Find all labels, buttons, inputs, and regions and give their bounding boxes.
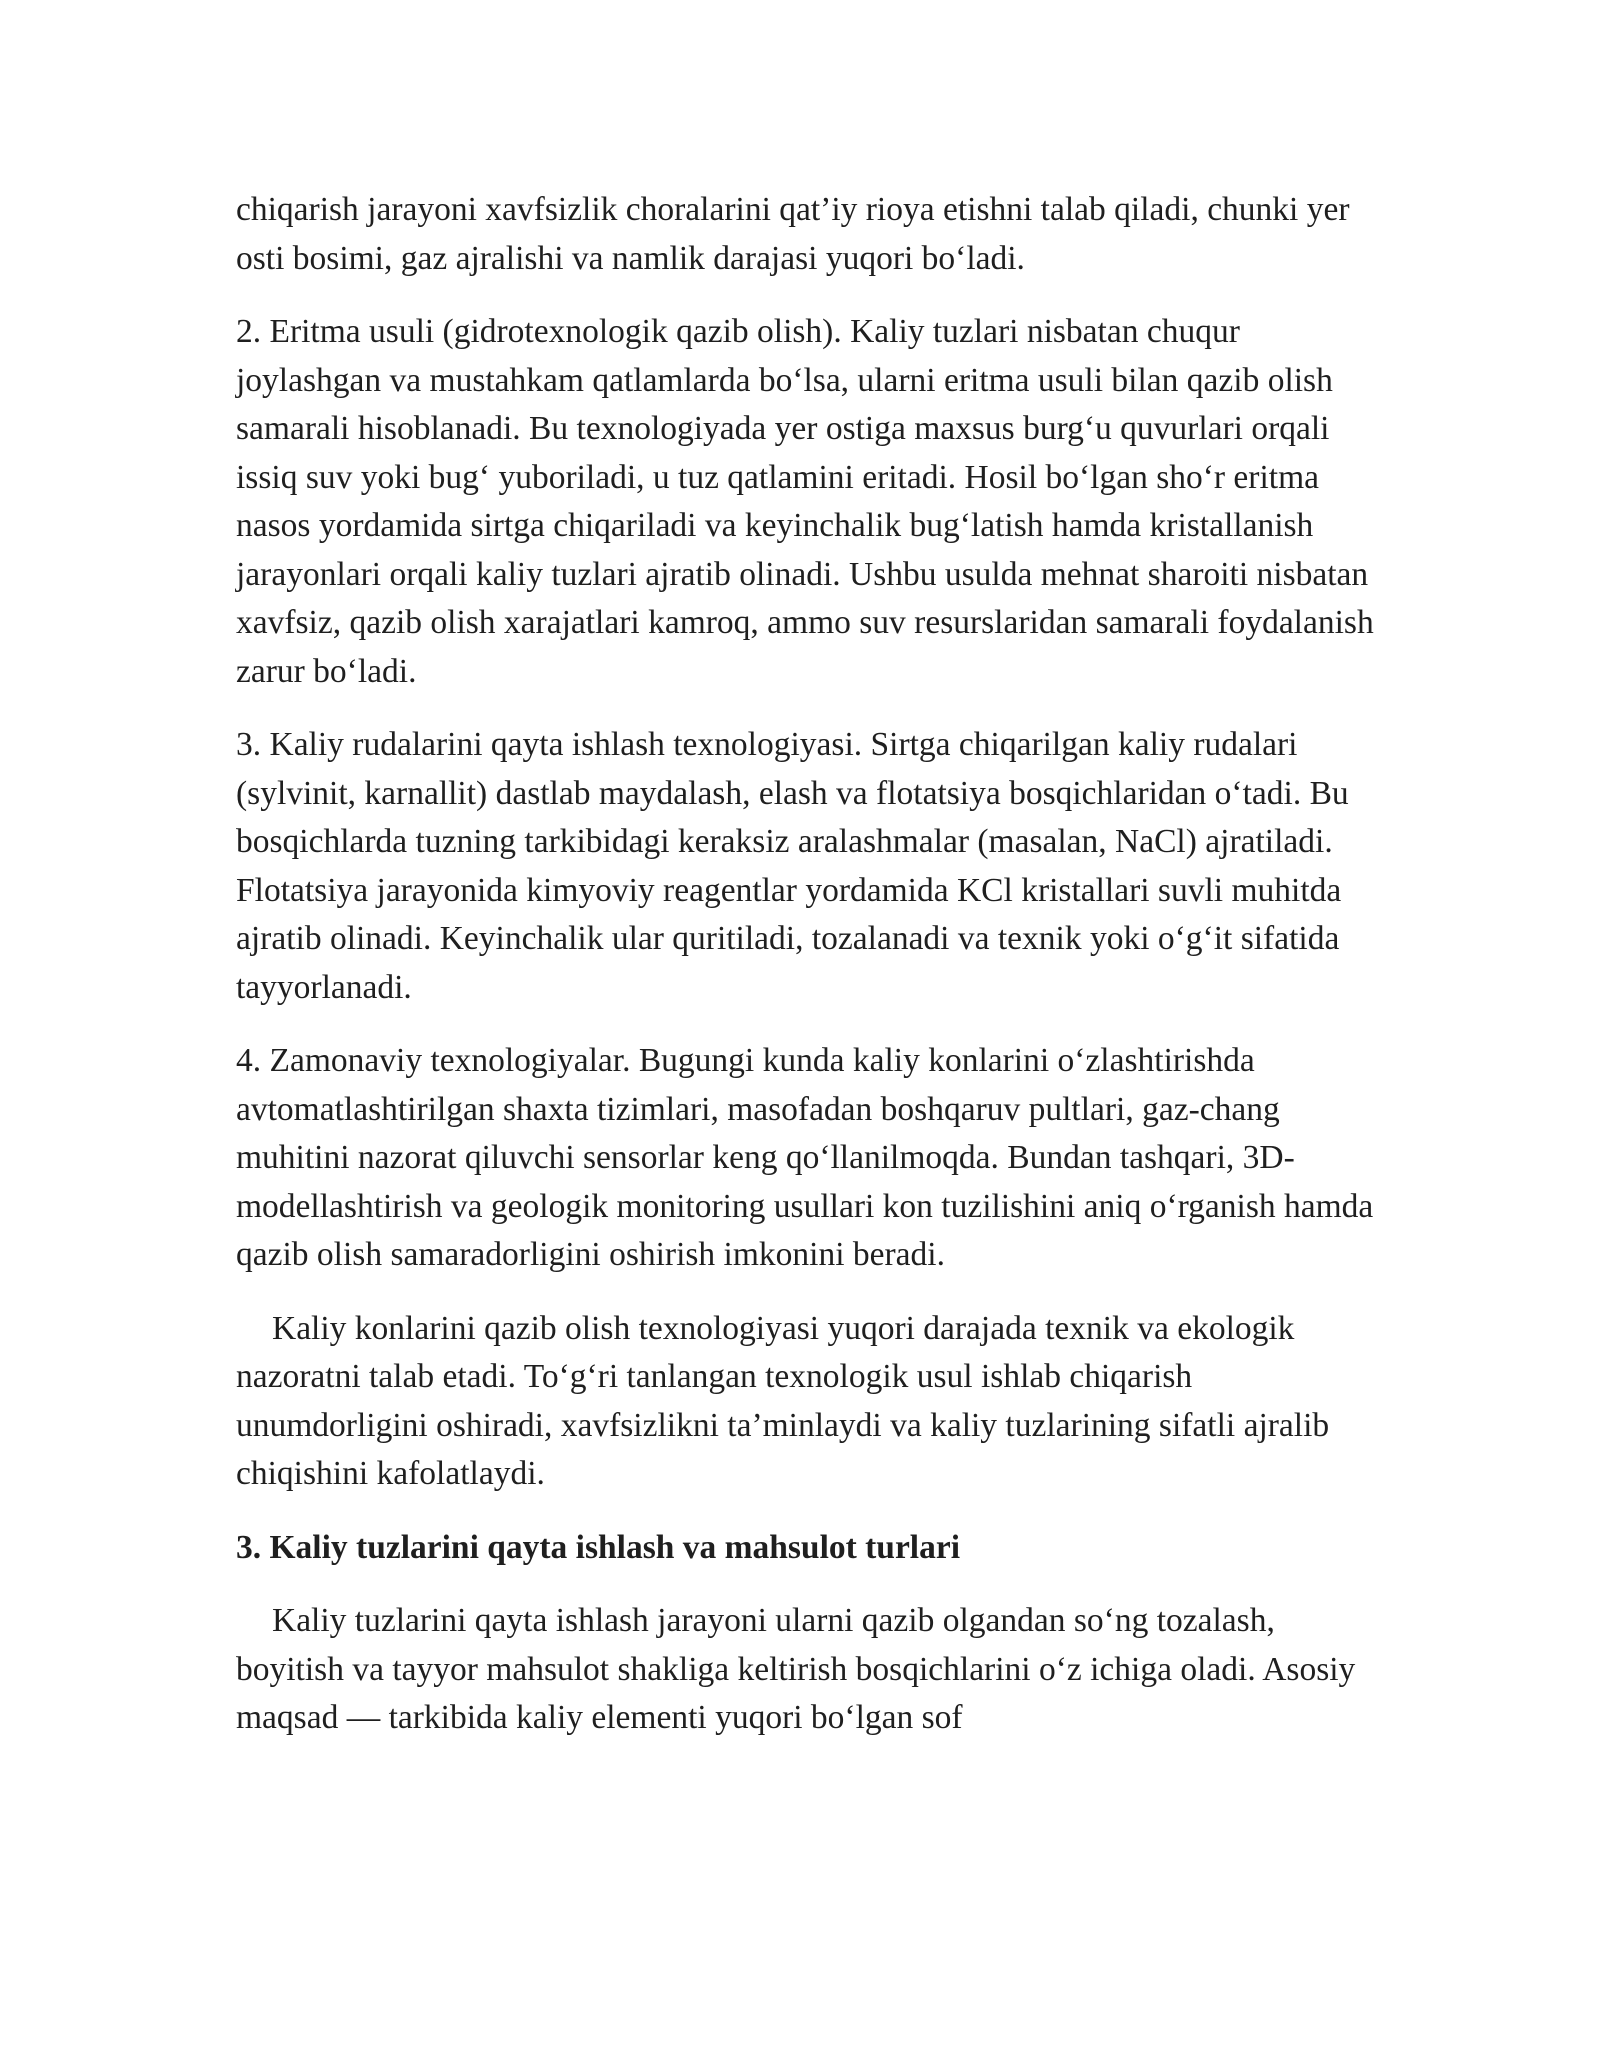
paragraph-ore-processing: 3. Kaliy rudalarini qayta ishlash texnologiyasi. Sirtga chiqarilgan kaliy rudalari (sylvinit, karnallit) dastlab maydalash, elash va flotatsiya bosqichlaridan o‘tadi. Bu bosqichlarda tuzning tarkibidagi keraksiz aralashmalar (masalan, NaCl) ajratiladi. Flotatsiya jarayonida kimyoviy reagentlar yordamida KCl kristallari suvli muhitda ajratib olinadi. Keyinchalik ular quritiladi, tozalanadi va texnik yoki o‘g‘it sifatida tayyorlanadi. [236, 726, 1349, 1006]
paragraph-conclusion: Kaliy konlarini qazib olish texnologiyasi yuqori darajada texnik va ekologik nazoratni talab etadi. To‘g‘ri tanlangan texnologik usul ishlab chiqarish unumdorligini oshiradi, xavfsizlikni ta’minlaydi va kaliy tuzlarining sifatli ajralib chiqishini kafolatlaydi. [236, 1309, 1330, 1492]
paragraph-section-intro: Kaliy tuzlarini qayta ishlash jarayoni ularni qazib olgandan so‘ng tozalash, boyitish va tayyor mahsulot shakliga keltirish bosqichlarini o‘z ichiga oladi. Asosiy maqsad — tarkibida kaliy elementi yuqori bo‘lgan sof [236, 1602, 1356, 1736]
paragraph-solution-method: 2. Eritma usuli (gidrotexnologik qazib olish). Kaliy tuzlari nisbatan chuqur joylashgan va mustahkam qatlamlarda bo‘lsa, ularni eritma usuli bilan qazib olish samarali hisoblanadi. Bu texnologiyada yer ostiga maxsus burg‘u quvurlari orqali issiq suv yoki bug‘ yuboriladi, u tuz qatlamini eritadi. Hosil bo‘lgan sho‘r eritma nasos yordamida sirtga chiqariladi va keyinchalik bug‘latish hamda kristallanish jarayonlari orqali kaliy tuzlari ajratib olinadi. Ushbu usulda mehnat sharoiti nisbatan xavfsiz, qazib olish xarajatlari kamroq, ammo suv resurslaridan samarali foydalanish zarur bo‘ladi. [236, 313, 1374, 690]
paragraph-modern-technologies: 4. Zamonaviy texnologiyalar. Bugungi kunda kaliy konlarini o‘zlashtirishda avtomatlashtirilgan shaxta tizimlari, masofadan boshqaruv pultlari, gaz-chang muhitini nazorat qiluvchi sensorlar keng qo‘llanilmoqda. Bundan tashqari, 3D-modellashtirish va geologik monitoring usullari kon tuzilishini aniq o‘rganish hamda qazib olish samaradorligini oshirish imkonini beradi. [236, 1042, 1374, 1273]
document-page [236, 186, 1376, 1768]
section-heading: 3. Kaliy tuzlarini qayta ishlash va mahsulot turlari [236, 1528, 961, 1566]
paragraph-safety-continuation: chiqarish jarayoni xavfsizlik choralarini qat’iy rioya etishni talab qiladi, chunki yer osti bosimi, gaz ajralishi va namlik darajasi yuqori bo‘ladi. [236, 191, 1350, 277]
